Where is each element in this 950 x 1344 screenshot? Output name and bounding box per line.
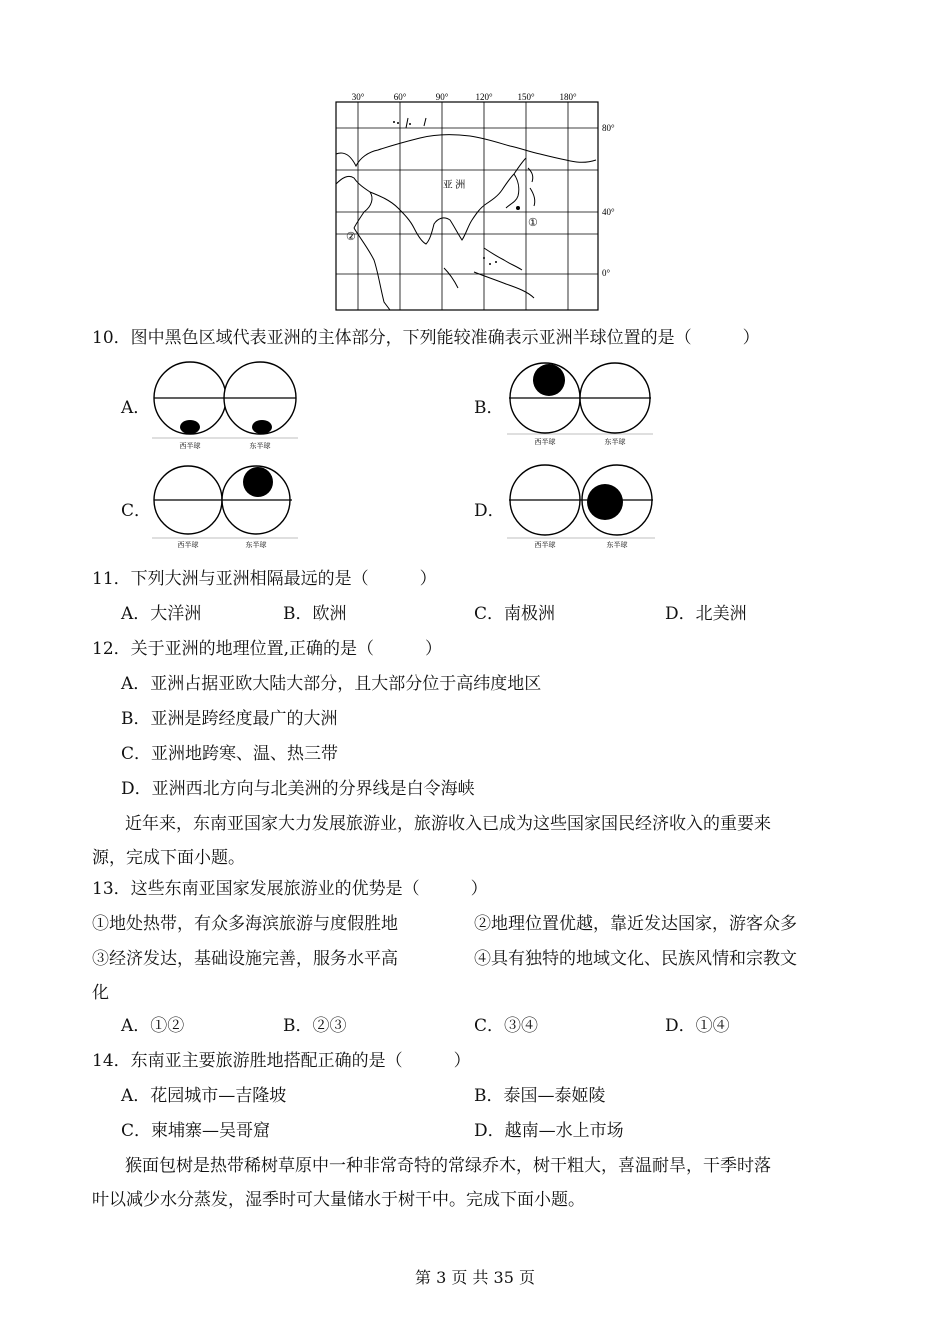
q14-option-b[interactable]: B．泰国—泰姬陵 (474, 1086, 606, 1106)
lon-label-30: 30° (351, 92, 365, 102)
lon-label-120: 120° (475, 92, 493, 102)
lat-label-40: 40° (602, 207, 615, 217)
passage2-line1: 猴面包树是热带稀树草原中一种非常奇特的常绿乔木，树干粗大，喜温耐旱，干季时落 (125, 1156, 771, 1176)
q13-item-3: ③经济发达，基础设施完善，服务水平高 (92, 949, 398, 969)
east-hemisphere-label: 东半球 (249, 442, 271, 450)
q11-option-d[interactable]: D．北美洲 (665, 604, 747, 624)
passage2-line2: 叶以减少水分蒸发，湿季时可大量储水于树干中。完成下面小题。 (92, 1190, 585, 1210)
q11-option-b[interactable]: B．欧洲 (283, 604, 347, 624)
west-hemisphere-label: 西半球 (534, 541, 556, 549)
q11-option-a[interactable]: A．大洋洲 (121, 604, 202, 624)
q10-option-a-letter[interactable]: A． (121, 398, 151, 418)
marker-1: ① (528, 217, 538, 229)
east-hemisphere-label: 东半球 (606, 541, 628, 549)
west-hemisphere-label: 西半球 (177, 541, 199, 549)
q12-stem: 12．关于亚洲的地理位置,正确的是（ ） (92, 639, 443, 659)
q13-item-1: ①地处热带，有众多海滨旅游与度假胜地 (92, 914, 398, 934)
asia-region-label: 亚 洲 (442, 180, 466, 191)
q13-option-a[interactable]: A．①② (121, 1016, 185, 1036)
q13-item-2: ②地理位置优越，靠近发达国家，游客众多 (474, 914, 797, 934)
q13-stem: 13．这些东南亚国家发展旅游业的优势是（ ） (92, 879, 488, 899)
west-hemisphere-label: 西半球 (179, 442, 201, 450)
q11-option-c[interactable]: C．南极洲 (474, 604, 556, 624)
q13-option-d[interactable]: D．①④ (665, 1016, 730, 1036)
q12-option-c[interactable]: C．亚洲地跨寒、温、热三带 (121, 744, 339, 764)
q14-option-a[interactable]: A．花园城市—吉隆坡 (121, 1086, 287, 1106)
q10-option-c-diagram[interactable] (150, 462, 300, 554)
q13-option-b[interactable]: B．②③ (283, 1016, 347, 1036)
marker-2: ② (346, 231, 356, 243)
q10-stem: 10．图中黑色区域代表亚洲的主体部分，下列能较准确表示亚洲半球位置的是（ ） (92, 328, 760, 348)
q14-option-c[interactable]: C．柬埔寨—吴哥窟 (121, 1121, 271, 1141)
q12-option-d[interactable]: D．亚洲西北方向与北美洲的分界线是白令海峡 (121, 779, 475, 799)
lon-label-180: 180° (559, 92, 577, 102)
q13-option-c[interactable]: C．③④ (474, 1016, 539, 1036)
q10-option-b-letter[interactable]: B． (474, 398, 504, 418)
q10-option-c-letter[interactable]: C． (121, 501, 152, 521)
west-hemisphere-label: 西半球 (534, 438, 556, 446)
q13-item-4-cont: 化 (92, 983, 109, 1003)
q14-stem: 14．东南亚主要旅游胜地搭配正确的是（ ） (92, 1051, 471, 1071)
lat-label-80: 80° (602, 123, 615, 133)
lon-label-150: 150° (517, 92, 535, 102)
page-footer: 第 3 页 共 35 页 (415, 1268, 535, 1287)
q10-option-b-diagram[interactable] (505, 360, 655, 452)
asia-map (334, 88, 624, 314)
q10-option-d-diagram[interactable] (505, 462, 657, 554)
q14-option-d[interactable]: D．越南—水上市场 (474, 1121, 624, 1141)
q12-option-b[interactable]: B．亚洲是跨经度最广的大洲 (121, 709, 338, 729)
q10-option-a-diagram[interactable] (150, 360, 300, 452)
lat-label-0: 0° (602, 268, 611, 278)
passage1-line2: 源，完成下面小题。 (92, 848, 245, 868)
lon-label-90: 90° (435, 92, 449, 102)
east-hemisphere-label: 东半球 (245, 541, 267, 549)
q10-option-d-letter[interactable]: D． (474, 501, 505, 521)
q12-option-a[interactable]: A．亚洲占据亚欧大陆大部分，且大部分位于高纬度地区 (121, 674, 542, 694)
lon-label-60: 60° (393, 92, 407, 102)
passage1-line1: 近年来，东南亚国家大力发展旅游业，旅游收入已成为这些国家国民经济收入的重要来 (125, 814, 771, 834)
east-hemisphere-label: 东半球 (604, 438, 626, 446)
q13-item-4: ④具有独特的地域文化、民族风情和宗教文 (474, 949, 797, 969)
q11-stem: 11．下列大洲与亚洲相隔最远的是（ ） (92, 569, 437, 589)
